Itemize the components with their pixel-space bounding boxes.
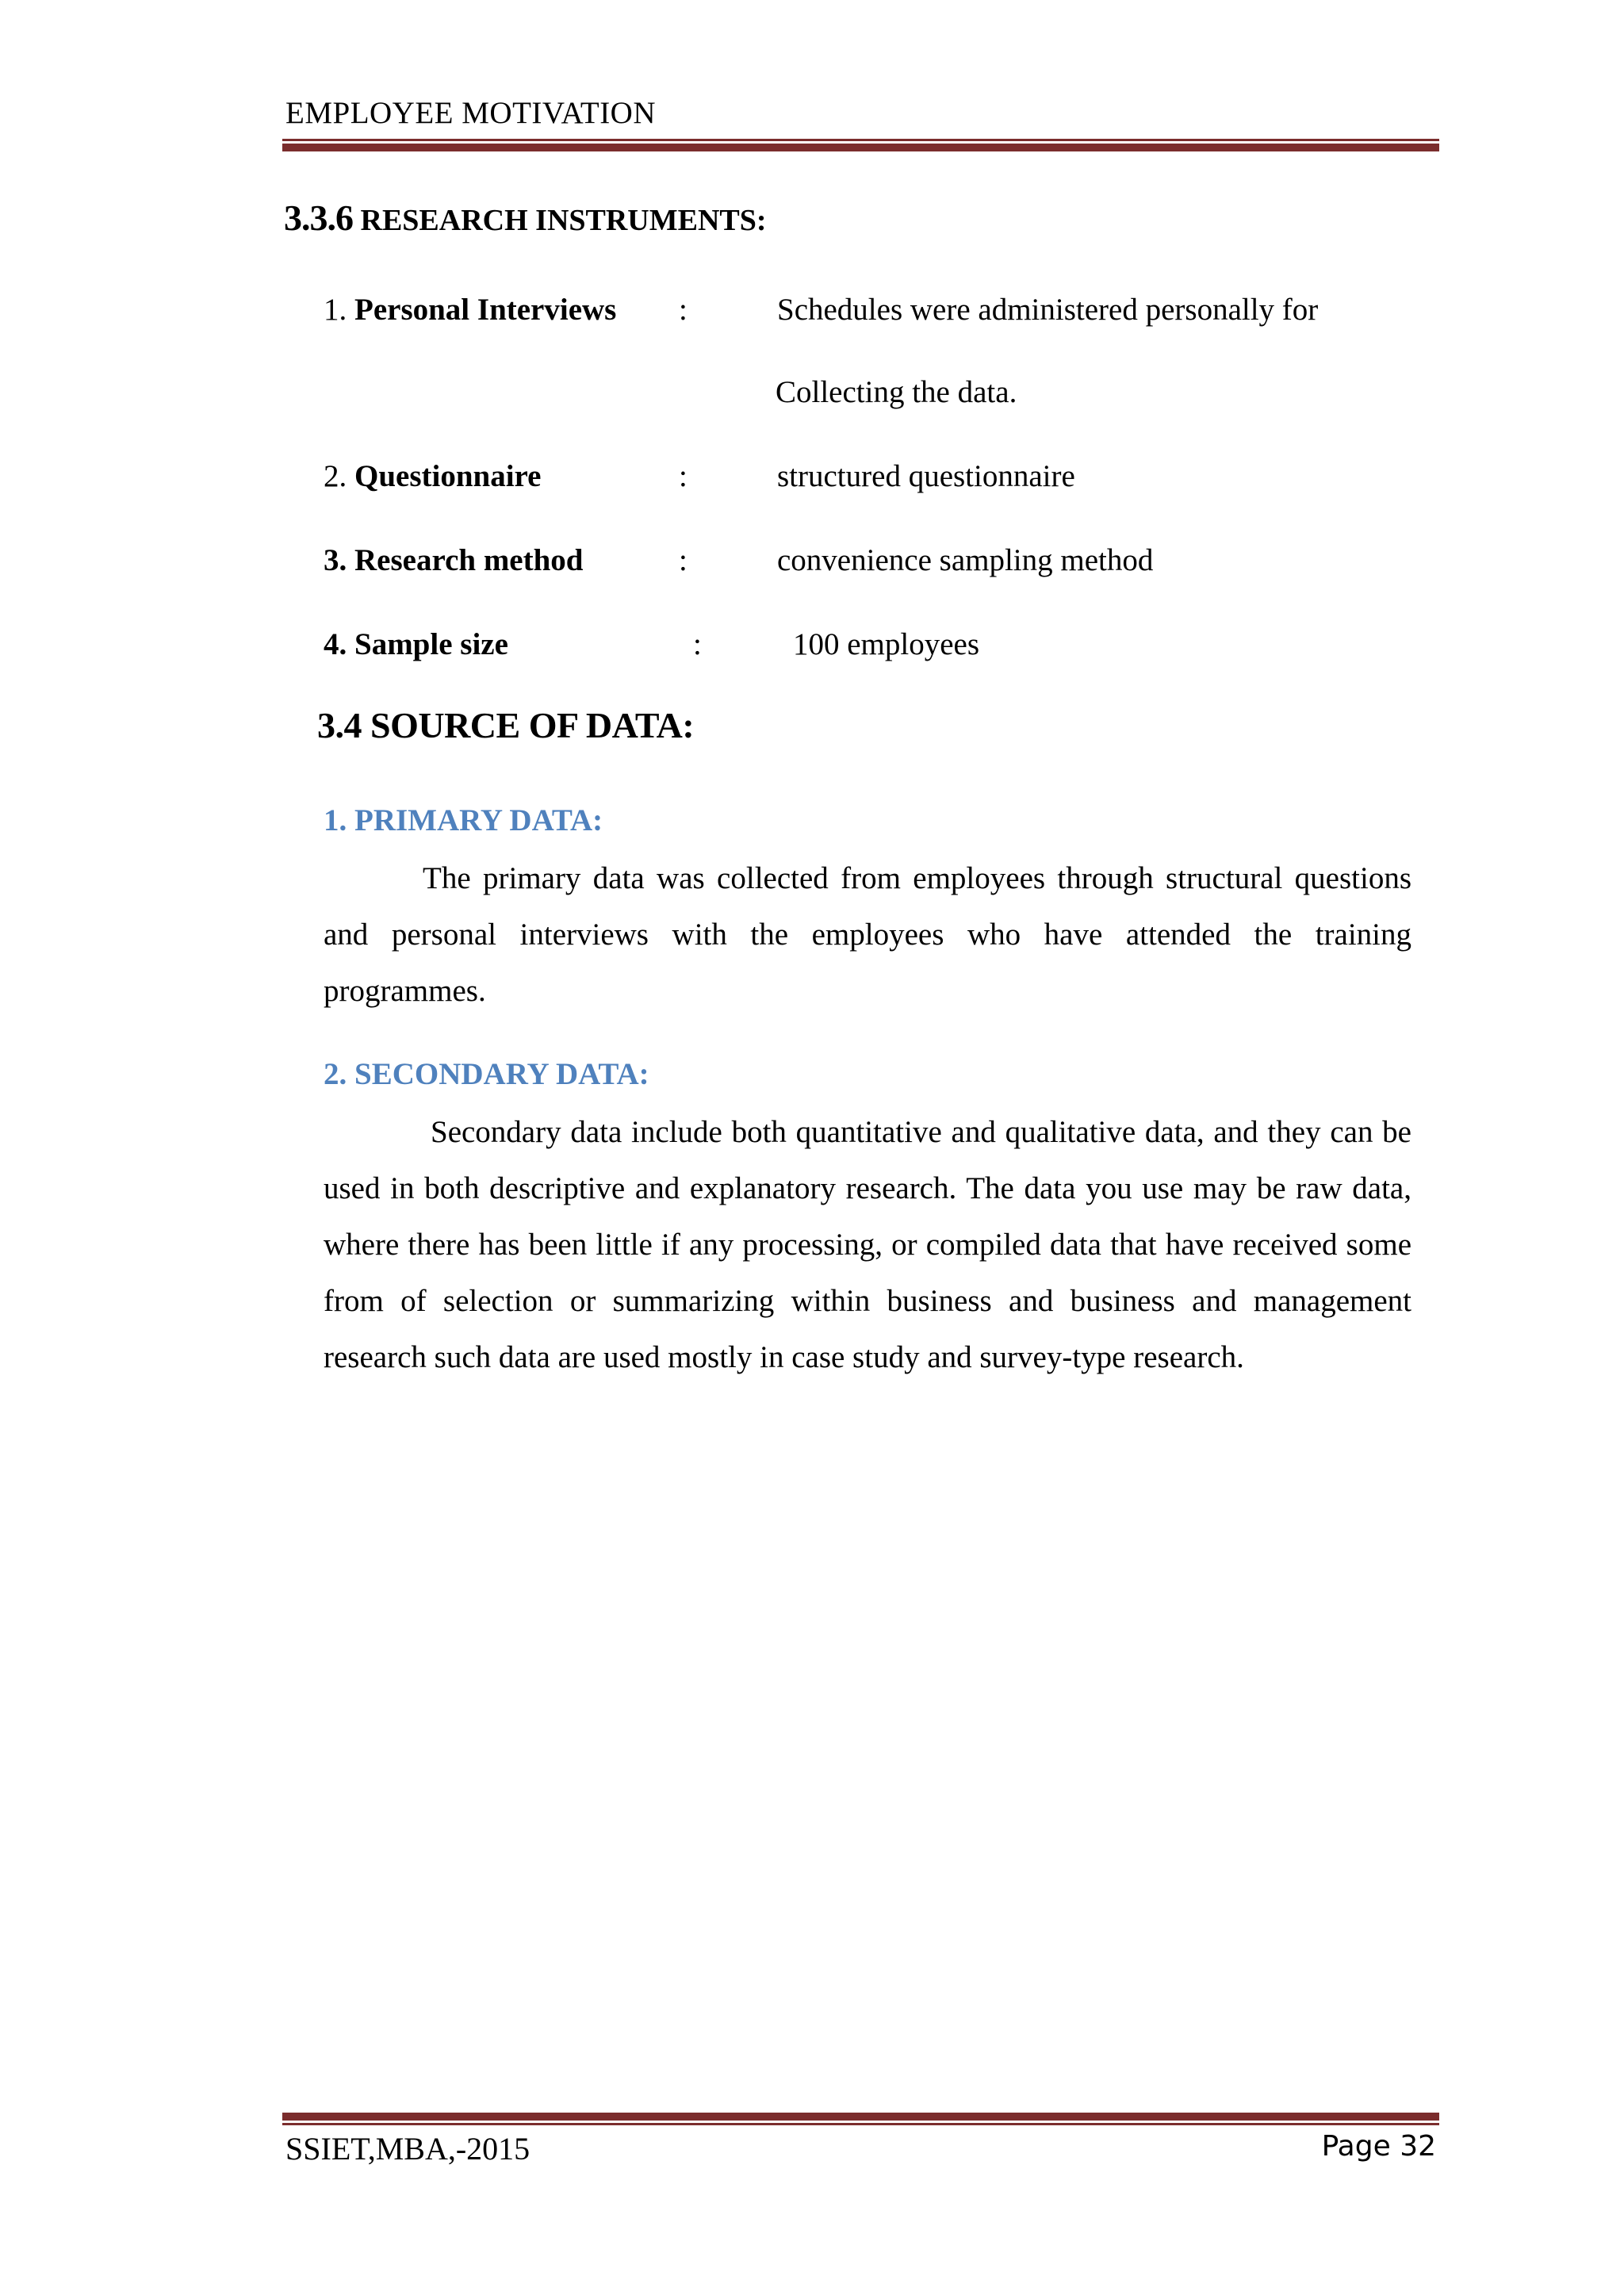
footer-rule-thin — [282, 2123, 1439, 2125]
instrument-label-2 — [324, 458, 541, 494]
header-rule-thin — [282, 139, 1439, 141]
instrument-colon-2: : — [679, 459, 688, 493]
item-label: Personal Interviews — [354, 293, 617, 327]
secondary-data-heading: 2. SECONDARY DATA: — [324, 1057, 649, 1091]
page-number: Page 32 — [1321, 2130, 1436, 2163]
primary-data-heading: 1. PRIMARY DATA: — [324, 803, 603, 837]
instrument-label-1 — [324, 292, 616, 328]
primary-data-text: The primary data was collected from employees through structural questions and personal interviews with the employees who have attended the training programmes. — [324, 861, 1411, 1008]
instrument-value-3: convenience sampling method — [777, 543, 1154, 577]
instrument-value-1: Schedules were administered personally for — [777, 293, 1319, 327]
header-rule-thick — [282, 144, 1439, 151]
instrument-label-3 — [324, 542, 583, 578]
item-label: Questionnaire — [354, 459, 542, 493]
secondary-data-paragraph — [324, 1104, 1411, 1385]
item-label: 4 — [324, 627, 339, 661]
item-prefix: 2. — [324, 459, 354, 493]
section-title: RESEARCH INSTRUMENTS: — [360, 204, 767, 237]
primary-data-paragraph — [324, 850, 1411, 1019]
item-label: 3. Research method — [324, 543, 584, 577]
item-label-rest: . Sample size — [339, 627, 508, 661]
section-heading — [284, 197, 767, 239]
secondary-data-text: Secondary data include both quantitative and qualitative data, and they can be used in both descriptive and explanatory research. The data you use may be raw data, where there has been little if any processing, or compiled data that have received some from of selection or summarizing within business and business and management research such data are used mostly in case study and survey-type research. — [324, 1115, 1411, 1374]
instrument-value-1-cont: Collecting the data. — [776, 375, 1017, 409]
instrument-colon-4: : — [693, 627, 702, 661]
footer-institution: SSIET,MBA,-2015 — [285, 2131, 530, 2167]
section-number: 3.3.6 — [284, 197, 353, 238]
instrument-colon-1: : — [679, 293, 688, 327]
instrument-colon-3: : — [679, 543, 688, 577]
instrument-label-4 — [324, 626, 508, 662]
footer-rule-thick — [282, 2113, 1439, 2121]
item-prefix: 1. — [324, 293, 354, 327]
instrument-value-2: structured questionnaire — [777, 459, 1075, 493]
source-heading: 3.4 SOURCE OF DATA: — [317, 705, 695, 745]
instrument-value-4: 100 employees — [793, 627, 980, 661]
running-header: EMPLOYEE MOTIVATION — [285, 96, 657, 130]
